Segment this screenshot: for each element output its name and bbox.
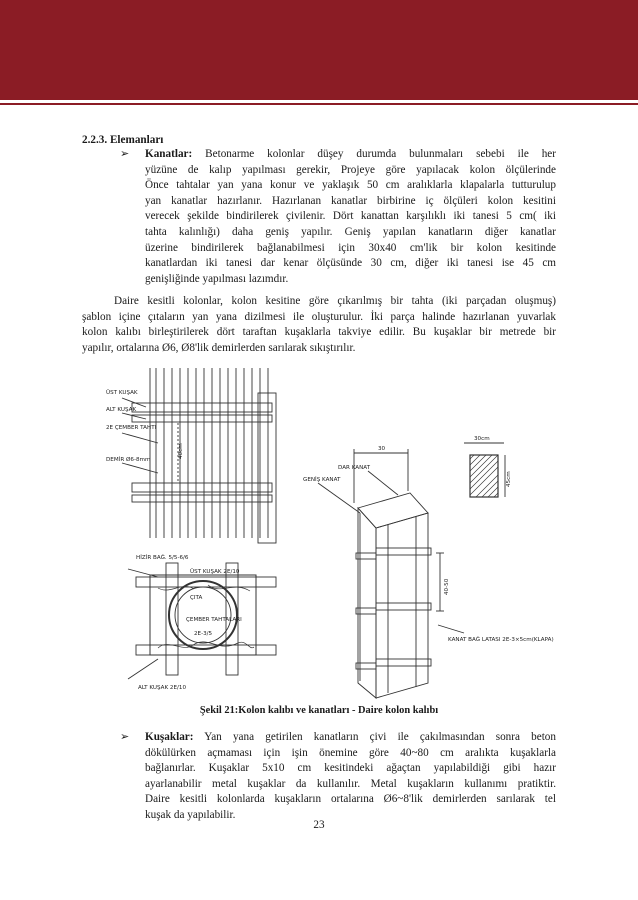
bullet-term: Kuşaklar:: [145, 731, 194, 743]
label-ust-kusak: ÜST KUŞAK: [106, 390, 138, 396]
label-2e-3-5: 2E-3/5: [194, 631, 213, 637]
text-line: üzerine bindirilerek bağlanabilmesi için 30x40 cm'lik bir kolon kesitinde: [145, 241, 556, 254]
column-isometric-drawing: [318, 449, 464, 698]
label-alt-kusak: ALT KUŞAK: [106, 407, 137, 413]
text-line: yan kanatlar hazırlanır. Hazırlanan kanatlar birbirine iç ölçüleri kolon kesitini: [145, 194, 556, 207]
text-line: kanatlardan iki tanesi dar kenar ölçüsünde 30 cm, diğer iki tanesi ise 45 cm: [145, 257, 556, 270]
bullet-arrow-icon: ➢: [120, 731, 130, 743]
label-dar-kanat: DAR KANAT: [338, 465, 371, 471]
text-line: dökülürken açmaması için işin önemine göre 40~80 cm aralıkta kuşaklarla: [145, 746, 556, 759]
label-cita: ÇITA: [190, 595, 203, 601]
figure-caption: Şekil 21:Kolon kalıbı ve kanatları - Daire kolon kalıbı: [199, 705, 439, 716]
section-detail-drawing: [464, 443, 505, 497]
text-line: kuşak da yapılabilir.: [145, 808, 236, 821]
text-line: kolon kalıbı birleştirilerek dört taraftan kuşaklarla takviye edilir. Bu kuşaklar bir metrede bir: [82, 326, 556, 339]
section-heading: 2.2.3. Elemanları: [82, 134, 164, 146]
text-line: Betonarme kolonlar düşey durumda bulunmaları sebebi ile her: [192, 148, 556, 160]
label-dim-40-50: 40-50: [444, 578, 450, 595]
header-band: [0, 0, 638, 100]
label-demir: DEMİR Ø6-8mm: [106, 457, 151, 463]
text-line: tahta kalınlığı) daha geniş yapılır. Geniş yapılan kanatların diğer kanatlar: [145, 225, 556, 238]
bullet-term: Kanatlar:: [145, 148, 193, 160]
text-line: bağlanırlar. Kuşaklar 5x10 cm kesitindeki ağaçtan yapılabildiği gibi hazır: [145, 762, 556, 775]
text-line: yapılır, ortalarına Ø6, Ø8'lik demirlerden sarılarak sıkıştırılır.: [82, 341, 356, 354]
label-cember-tahtalari: ÇEMBER TAHTALARI: [186, 617, 242, 623]
bullet-arrow-icon: ➢: [120, 148, 130, 160]
text-line: Daire kesitli kolonlarda kuşakların ortalarına Ø6~8'lik demirlerden sarılarak tel: [145, 793, 556, 806]
label-klapa: KANAT BAĞ LATASI 2E-3×5cm(KLAPA): [448, 637, 554, 643]
label-dim-30cm: 30cm: [474, 436, 490, 442]
paragraph-daire-kolon: [82, 294, 556, 356]
column-elevation-drawing: [122, 368, 276, 543]
text-line: yüzüne de kalıp yapılması gerekir, Projeye göre yapılacak kolon ölçülerinde: [145, 163, 556, 176]
label-ust-kusak-2e: ÜST KUŞAK 2E/10: [190, 569, 240, 575]
label-40cm: 40cm: [178, 443, 184, 459]
figure-kolon-kalibi: [98, 363, 558, 703]
label-genis-kanat: GENİŞ KANAT: [303, 477, 341, 483]
text-line: ayarlanabilir metal kuşaklar da kullanılır. Metal kuşakların kullanımı pratiktir.: [145, 777, 556, 790]
label-dim-30: 30: [378, 446, 386, 452]
label-dim-45cm: 45cm: [506, 471, 512, 487]
label-hizir-bag: HİZİR BAĞ. 5/5-6/6: [136, 555, 189, 561]
text-line: Yan yana getirilen kanatların çivi ile çakılmasından sonra beton: [193, 731, 556, 743]
text-line: genişliğinde yapılması lazımdır.: [145, 272, 289, 285]
page-number: 23: [313, 819, 325, 831]
bullet-kusaklar: [145, 730, 556, 824]
text-line: Önce tahtalar yan yana konur ve yaklaşık 50 cm aralıklarla klapalarla tutturulup: [145, 179, 556, 192]
bullet-kanatlar: [145, 147, 556, 287]
label-cember-tahti: 2E ÇEMBER TAHTI: [106, 425, 157, 431]
text-line: verecek şekilde bindirilerek çivilenir. Dört kanattan karşılıklı iki tanesi 5 cm( iki: [145, 210, 556, 223]
header-divider-thin: [0, 103, 638, 105]
label-alt-kusak-2e: ALT KUŞAK 2E/10: [138, 685, 187, 691]
text-line: Daire kesitli kolonlar, kolon kesitine göre çıkarılmış bir tahta (iki parçadan oluşmuş): [114, 295, 556, 307]
text-line: şablon içine çıtaların yan yana dizilmesi ile oluşturulur. İki parça halinde hazırlanan yuvarlak: [82, 310, 556, 323]
